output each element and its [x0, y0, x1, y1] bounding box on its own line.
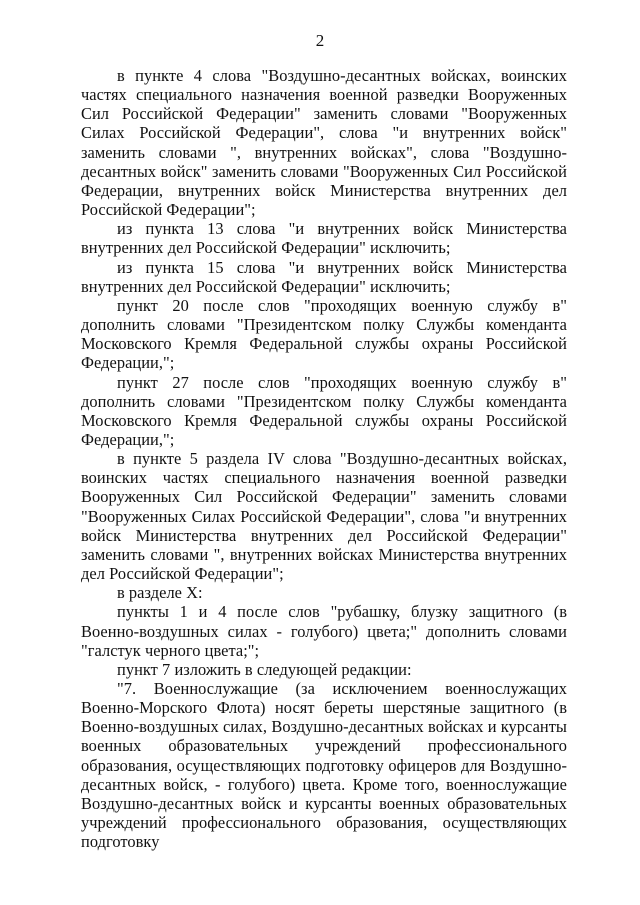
paragraph-punkt-13: из пункта 13 слова "и внутренних войск Министерства внутренних дел Российской Федерации" исключить;: [81, 219, 567, 258]
paragraph-punkty-1-4: пункты 1 и 4 после слов "рубашку, блузку защитного (в Военно-воздушных силах - голубого) цвета;" дополнить словами "галстук черного цвета;";: [81, 602, 567, 660]
paragraph-punkt-7-intro: пункт 7 изложить в следующей редакции:: [117, 659, 412, 679]
paragraph-punkt-20: пункт 20 после слов "проходящих военную службу в" дополнить словами "Президентском полку Службы коменданта Московского Кремля Федеральной службы охраны Российской Федерации,";: [81, 295, 567, 373]
page-number: 2: [315, 31, 325, 50]
paragraph-punkt-7-text: "7. Военнослужащие (за исключением военнослужащих Военно-Морского Флота) носят береты шерстяные защитного (в Военно-воздушных силах, Воздушно-десантных войсках и курсанты военных образовательных учреждений профессионального образования, осуществляющих подготовку офицеров для Воздушно-десантных войск, - голубого) цвета. Кроме того, военнослужащие Воздушно-десантных войск и курсанты военных образовательных учреждений профессионального образования, осуществляющих подготовку: [81, 679, 567, 852]
paragraph-razdel-x-heading: в разделе X:: [117, 583, 203, 603]
paragraph-razdel-iv-punkt-5: в пункте 5 раздела IV слова "Воздушно-десантных войсках, воинских частях специального назначения военной разведки Вооруженных Сил Российской Федерации" заменить словами "Вооруженных Силах Российской Федерации", слова "и внутренних войск Министерства внутренних дел Российской Федерации" заменить словами ", внутренних войсках Министерства внутренних дел Российской Федерации";: [81, 449, 567, 584]
paragraph-punkt-27: пункт 27 после слов "проходящих военную службу в" дополнить словами "Президентском полку Службы коменданта Московского Кремля Федеральной службы охраны Российской Федерации,";: [81, 372, 567, 449]
paragraph-punkt-15: из пункта 15 слова "и внутренних войск Министерства внутренних дел Российской Федерации" исключить;: [81, 257, 567, 296]
document-body: [81, 66, 567, 851]
paragraph-punkt-4: в пункте 4 слова "Воздушно-десантных войсках, воинских частях специального назначения военной разведки Вооруженных Сил Российской Федерации" заменить словами "Вооруженных Силах Российской Федерации", слова "и внутренних войск" заменить словами ", внутренних войсках", слова "Воздушно-десантных войск" заменить словами "Вооруженных Сил Российской Федерации, внутренних войск Министерства внутренних дел Российской Федерации";: [81, 66, 567, 220]
